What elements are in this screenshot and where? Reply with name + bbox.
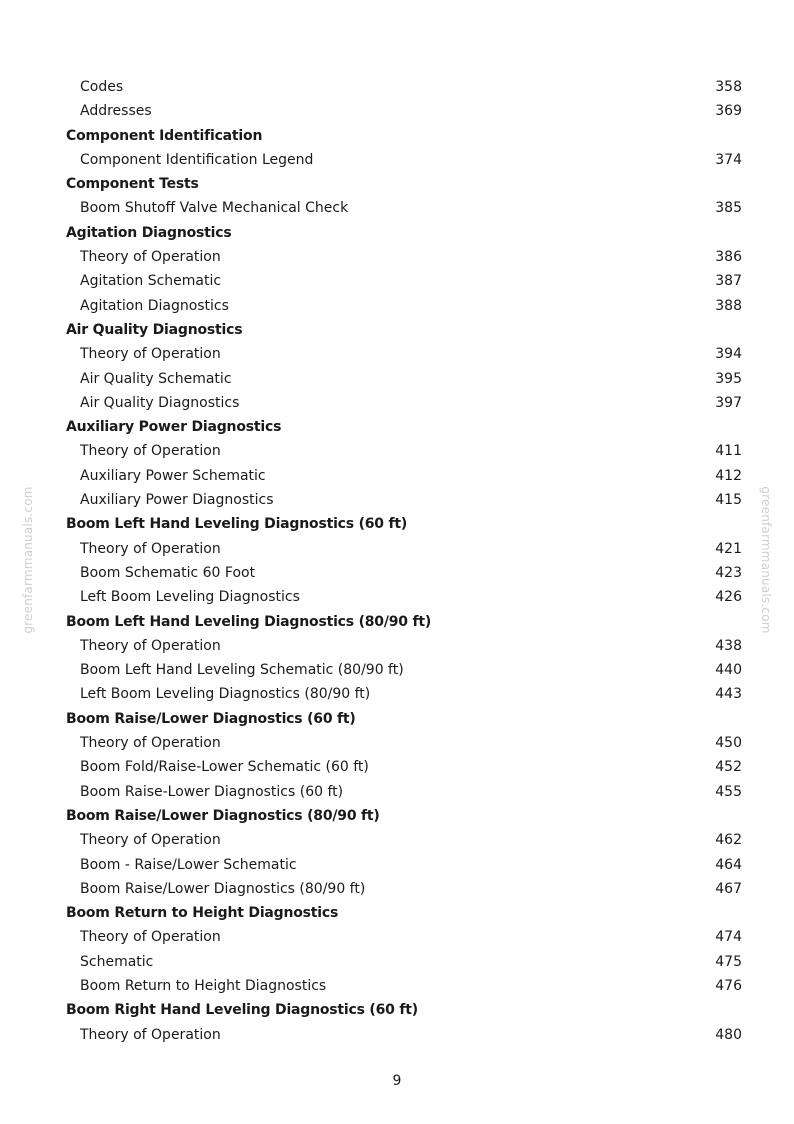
- toc-entry[interactable]: [66, 853, 742, 877]
- toc-entry[interactable]: [66, 950, 742, 974]
- toc-section-heading: [66, 512, 742, 536]
- toc-entry-page-number: 421: [715, 540, 742, 557]
- toc-entry-title: Theory of Operation: [80, 443, 221, 460]
- toc-entry-page-number: 443: [715, 686, 742, 703]
- toc-entry[interactable]: [66, 561, 742, 585]
- toc-entry[interactable]: [66, 148, 742, 172]
- toc-entry-title: Schematic: [80, 953, 154, 970]
- toc-entry-page-number: 450: [715, 735, 742, 752]
- toc-entry-title: Boom - Raise/Lower Schematic: [80, 856, 297, 873]
- toc-entry-page-number: 395: [715, 370, 742, 387]
- toc-entry-page-number: 374: [715, 151, 742, 168]
- toc-entry-page-number: 464: [715, 856, 742, 873]
- toc-section-heading: [66, 901, 742, 925]
- toc-entry-page-number: 455: [715, 783, 742, 800]
- toc-entry-title: Air Quality Diagnostics: [80, 394, 240, 411]
- toc-entry[interactable]: [66, 488, 742, 512]
- toc-entry[interactable]: [66, 196, 742, 220]
- toc-entry[interactable]: [66, 342, 742, 366]
- toc-entry-title: Boom Return to Height Diagnostics: [66, 905, 339, 922]
- toc-entry-title: Auxiliary Power Diagnostics: [80, 492, 274, 509]
- toc-entry[interactable]: [66, 269, 742, 293]
- toc-entry[interactable]: [66, 780, 742, 804]
- toc-entry[interactable]: [66, 537, 742, 561]
- toc-section-heading: [66, 804, 742, 828]
- toc-section-heading: [66, 415, 742, 439]
- toc-entry[interactable]: [66, 925, 742, 949]
- toc-entry-page-number: 386: [715, 249, 742, 266]
- toc-entry-page-number: 412: [715, 467, 742, 484]
- toc-entry-page-number: 394: [715, 346, 742, 363]
- toc-entry[interactable]: [66, 99, 742, 123]
- toc-entry-title: Boom Schematic 60 Foot: [80, 564, 256, 581]
- toc-entry-title: Boom Raise/Lower Diagnostics (60 ft): [66, 710, 356, 727]
- toc-entry[interactable]: [66, 367, 742, 391]
- toc-entry-title: Theory of Operation: [80, 929, 221, 946]
- toc-entry-title: Component Tests: [66, 176, 199, 193]
- toc-entry-title: Theory of Operation: [80, 249, 221, 266]
- toc-entry-page-number: 358: [715, 79, 742, 95]
- toc-entry-title: Component Identification Legend: [80, 151, 314, 168]
- toc-entry-title: Auxiliary Power Diagnostics: [66, 419, 282, 436]
- toc-entry[interactable]: [66, 658, 742, 682]
- toc-entry-title: Agitation Diagnostics: [80, 297, 229, 314]
- toc-entry-page-number: 440: [715, 662, 742, 679]
- toc-entry-title: Theory of Operation: [80, 1026, 221, 1043]
- toc-entry-page-number: 452: [715, 759, 742, 776]
- toc-entry[interactable]: [66, 755, 742, 779]
- toc-entry-title: Left Boom Leveling Diagnostics: [80, 589, 300, 606]
- toc-entry-page-number: 480: [715, 1026, 742, 1043]
- toc-entry[interactable]: [66, 75, 742, 99]
- toc-entry[interactable]: [66, 731, 742, 755]
- toc-entry[interactable]: [66, 974, 742, 998]
- toc-entry-title: Boom Return to Height Diagnostics: [80, 977, 327, 994]
- toc-entry[interactable]: [66, 682, 742, 706]
- toc-entry-title: Boom Left Hand Leveling Schematic (80/90 ft): [80, 662, 404, 679]
- toc-entry-page-number: 423: [715, 564, 742, 581]
- toc-entry-page-number: 411: [715, 443, 742, 460]
- toc-entry[interactable]: [66, 828, 742, 852]
- toc-entry-title: Theory of Operation: [80, 540, 221, 557]
- toc-entry-page-number: 397: [715, 394, 742, 411]
- toc-entry-page-number: 385: [715, 200, 742, 217]
- toc-entry-title: Boom Raise-Lower Diagnostics (60 ft): [80, 783, 344, 800]
- toc-entry-page-number: 467: [715, 880, 742, 897]
- toc-entry-page-number: 474: [715, 929, 742, 946]
- toc-entry-title: Air Quality Diagnostics: [66, 321, 243, 338]
- toc-section-heading: [66, 221, 742, 245]
- watermark-left: greenfarmmanuals.com: [21, 486, 35, 634]
- toc-entry-title: Auxiliary Power Schematic: [80, 467, 266, 484]
- toc-entry-title: Addresses: [80, 103, 152, 120]
- toc-section-heading: [66, 707, 742, 731]
- toc-entry-title: Left Boom Leveling Diagnostics (80/90 ft): [80, 686, 371, 703]
- toc-entry-title: Boom Left Hand Leveling Diagnostics (60 ft): [66, 516, 408, 533]
- toc-entry-title: Boom Right Hand Leveling Diagnostics (60 ft): [66, 1002, 418, 1019]
- toc-entry-page-number: 387: [715, 273, 742, 290]
- toc-entry-title: Boom Raise/Lower Diagnostics (80/90 ft): [66, 807, 380, 824]
- toc-entry-title: Agitation Schematic: [80, 273, 222, 290]
- toc-entry[interactable]: [66, 245, 742, 269]
- toc-entry-page-number: 476: [715, 977, 742, 994]
- toc-entry-page-number: 388: [715, 297, 742, 314]
- toc-entry-page-number: 475: [715, 953, 742, 970]
- toc-entry-title: Boom Raise/Lower Diagnostics (80/90 ft): [80, 880, 366, 897]
- toc-entry-page-number: 426: [715, 589, 742, 606]
- toc-section-heading: [66, 998, 742, 1022]
- toc-entry-title: Boom Left Hand Leveling Diagnostics (80/90 ft): [66, 613, 432, 630]
- toc-entry-title: Boom Fold/Raise-Lower Schematic (60 ft): [80, 759, 369, 776]
- toc-entry[interactable]: [66, 634, 742, 658]
- toc-entry-page-number: 369: [715, 103, 742, 120]
- toc-entry-title: Theory of Operation: [80, 346, 221, 363]
- toc-entry-page-number: 438: [715, 637, 742, 654]
- toc-entry-title: Agitation Diagnostics: [66, 224, 232, 241]
- toc-entry-title: Theory of Operation: [80, 735, 221, 752]
- toc-section-heading: [66, 172, 742, 196]
- toc-entry-title: Theory of Operation: [80, 637, 221, 654]
- page-number: 9: [392, 1073, 402, 1089]
- toc-section-heading: [66, 124, 742, 148]
- toc-section-heading: [66, 610, 742, 634]
- toc-entry[interactable]: [66, 464, 742, 488]
- toc-entry-title: Boom Shutoff Valve Mechanical Check: [80, 200, 349, 217]
- toc-entry[interactable]: [66, 294, 742, 318]
- toc-entry[interactable]: [66, 391, 742, 415]
- toc-entry[interactable]: [66, 1023, 742, 1047]
- toc-entry-page-number: 462: [715, 832, 742, 849]
- toc-entry-title: Component Identification: [66, 127, 263, 144]
- toc-entry-title: Theory of Operation: [80, 832, 221, 849]
- toc-entry-title: Air Quality Schematic: [80, 370, 232, 387]
- toc-entry[interactable]: [66, 585, 742, 609]
- toc-entry-page-number: 415: [715, 492, 742, 509]
- table-of-contents: [66, 75, 742, 1047]
- watermark-right: greenfarmmanuals.com: [759, 486, 773, 634]
- toc-entry[interactable]: [66, 877, 742, 901]
- toc-entry[interactable]: [66, 439, 742, 463]
- toc-entry-title: Codes: [80, 79, 124, 95]
- toc-section-heading: [66, 318, 742, 342]
